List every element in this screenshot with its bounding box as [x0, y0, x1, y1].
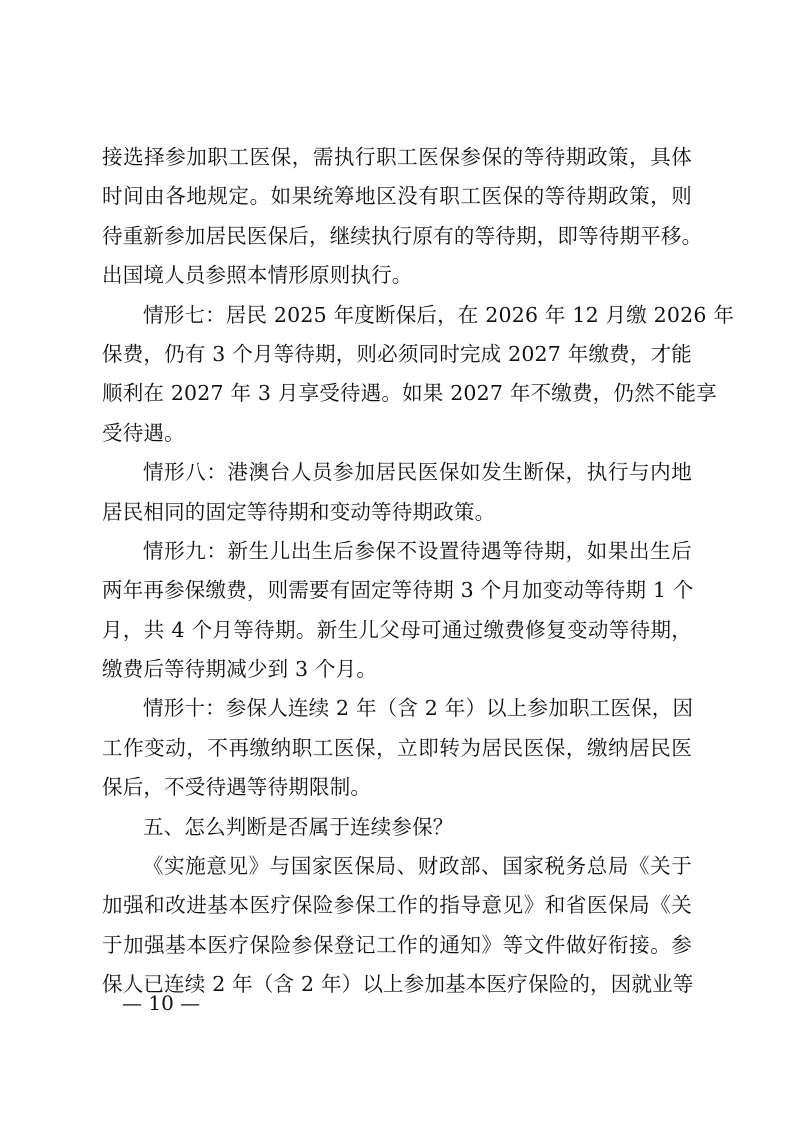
text-line: 出国境人员参照本情形原则执行。: [102, 263, 413, 288]
text-line: 保费，仍有 3 个月等待期，则必须同时完成 2027 年缴费，才能: [102, 341, 692, 366]
paragraph-heading-line: 《实施意见》与国家医保局、财政部、国家税务总局《关于: [143, 854, 692, 879]
text-line: 保后，不受待遇等待期限制。: [102, 775, 372, 800]
text-line: 月，共 4 个月等待期。新生儿父母可通过缴费修复变动等待期，: [102, 617, 692, 642]
paragraph-heading-line: 情形七：居民 2025 年度断保后，在 2026 年 12 月缴 2026 年: [143, 302, 735, 327]
text-line: 居民相同的固定等待期和变动等待期政策。: [102, 499, 496, 524]
text-line: 接选择参加职工医保，需执行职工医保参保的等待期政策，具体: [102, 145, 692, 169]
section-heading: 五、怎么判断是否属于连续参保？: [143, 814, 454, 839]
text-line: 时间由各地规定。如果统筹地区没有职工医保的等待期政策，则: [102, 184, 692, 209]
text-line: 加强和改进基本医疗保险参保工作的指导意见》和省医保局《关: [102, 893, 692, 918]
text-line: 保人已连续 2 年（含 2 年）以上参加基本医疗保险的，因就业等: [102, 972, 694, 997]
text-line: 受待遇。: [102, 420, 185, 445]
paragraph-heading-line: 情形九：新生儿出生后参保不设置待遇等待期，如果出生后: [143, 538, 692, 563]
text-line: 工作变动，不再缴纳职工医保，立即转为居民医保，缴纳居民医: [102, 735, 692, 760]
document-body: [102, 138, 735, 1005]
text-line: 于加强基本医疗保险参保登记工作的通知》等文件做好衔接。参: [102, 932, 692, 957]
text-line: 缴费后等待期减少到 3 个月。: [102, 657, 378, 682]
paragraph-heading-line: 情形八：港澳台人员参加居民医保如发生断保，执行与内地: [143, 460, 692, 485]
paragraph-heading-line: 情形十：参保人连续 2 年（含 2 年）以上参加职工医保，因: [143, 696, 694, 721]
text-line: 待重新参加居民医保后，继续执行原有的等待期，即等待期平移。: [102, 223, 703, 248]
text-line: 两年再参保缴费，则需要有固定等待期 3 个月加变动等待期 1 个: [102, 578, 694, 603]
page-number: — 10 —: [122, 991, 201, 1015]
text-line: 顺利在 2027 年 3 月享受待遇。如果 2027 年不缴费，仍然不能享: [102, 381, 717, 406]
